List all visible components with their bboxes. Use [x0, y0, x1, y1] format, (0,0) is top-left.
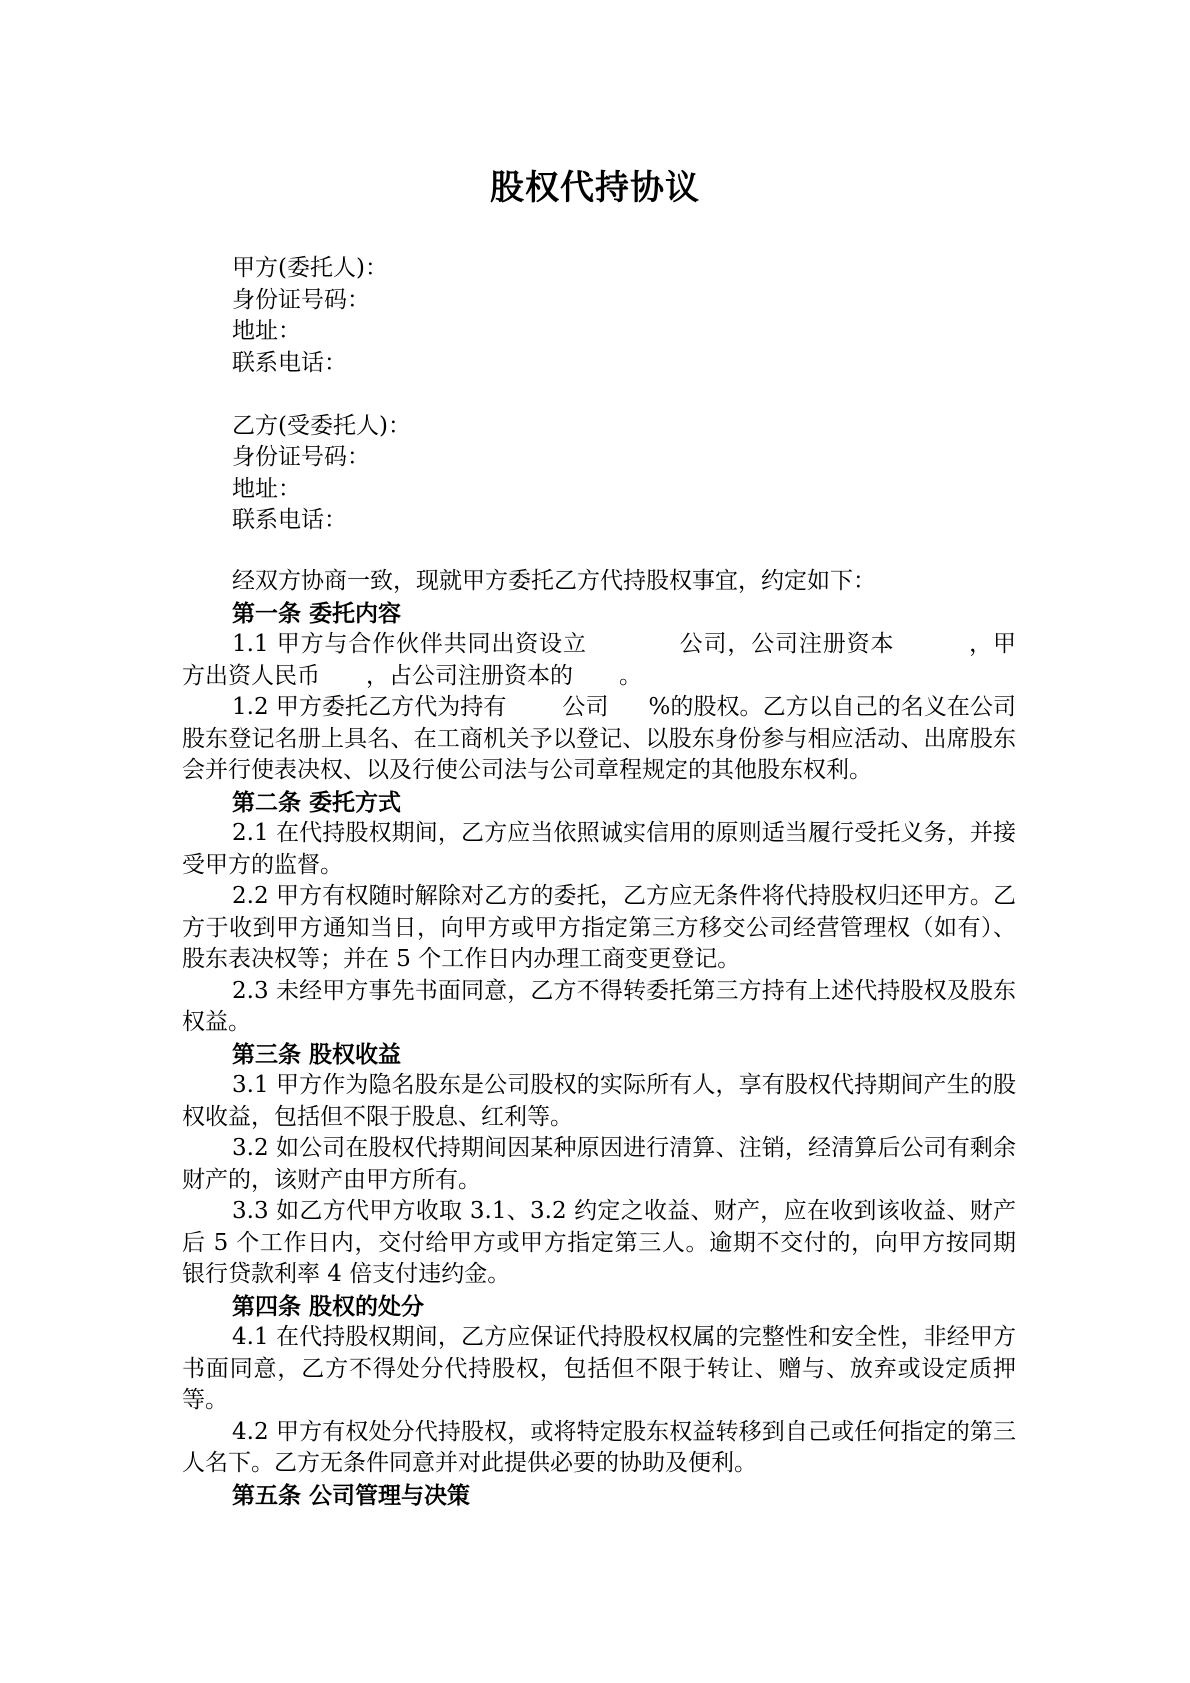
article-3-heading: 第三条 股权收益 [232, 1040, 402, 1068]
document-title: 股权代持协议 [490, 168, 700, 208]
party-a-name-label: 甲方(委托人)： [232, 255, 388, 281]
agreement-body [182, 566, 1016, 1511]
clause-1-2-part-3: %的股权。乙方以自己的名义在公司股东登记名册上具名、在工商机关予以登记、以股东身份参与相应活动、出席股东会并行使表决权、以及行使公司法与公司章程规定的其他股东权利。 [182, 694, 1017, 783]
parties-section [232, 253, 411, 537]
clause-1-1-part-4: ，占公司注册资本的 [366, 662, 573, 689]
party-b-name-label: 乙方(受委托人)： [232, 412, 411, 439]
party-spacer [232, 379, 411, 411]
clause-1-2-part-2: 公司 [562, 694, 609, 720]
party-a-phone-label: 联系电话： [232, 349, 347, 376]
clause-2-3: 2.3 未经甲方事先书面同意，乙方不得转委托第三方持有上述代持股权及股东权益。 [182, 977, 1016, 1035]
party-b-id-label: 身份证号码： [232, 444, 370, 470]
clause-2-2: 2.2 甲方有权随时解除对乙方的委托，乙方应无条件将代持股权归还甲方。乙方于收到甲方通知当日，向甲方或甲方指定第三方移交公司经营管理权（如有）、股东表决权等；并在 5 个工作日内办理工商变更登记。 [182, 883, 1016, 972]
clause-4-1: 4.1 在代持股权期间，乙方应保证代持股权权属的完整性和安全性，非经甲方书面同意，乙方不得处分代持股权，包括但不限于转让、赠与、放弃或设定质押等。 [182, 1324, 1016, 1413]
party-a-id-label: 身份证号码： [232, 286, 370, 313]
clause-4-2: 4.2 甲方有权处分代持股权，或将特定股东权益转移到自己或任何指定的第三人名下。乙方无条件同意并对此提供必要的协助及便利。 [182, 1418, 1016, 1476]
party-b-phone-label: 联系电话： [232, 507, 347, 533]
clause-1-1-part-5: 。 [619, 662, 642, 689]
clause-2-1: 2.1 在代持股权期间，乙方应当依照诚实信用的原则适当履行受托义务，并接受甲方的监督。 [182, 820, 1016, 878]
article-4-heading: 第四条 股权的处分 [232, 1292, 425, 1320]
clause-3-3: 3.3 如乙方代甲方收取 3.1、3.2 约定之收益、财产，应在收到该收益、财产后 5 个工作日内，交付给甲方或甲方指定第三人。逾期不交付的，向甲方按同期银行贷款利率 4 倍支付违约金。 [182, 1198, 1016, 1287]
party-a-address-label: 地址： [232, 318, 301, 344]
party-b-address-label: 地址： [232, 475, 301, 502]
clause-1-1-part-3: ，甲方出资人民币 [182, 631, 1017, 689]
clause-3-2: 3.2 如公司在股权代持期间因某种原因进行清算、注销，经清算后公司有剩余财产的，该财产由甲方所有。 [182, 1135, 1016, 1193]
clause-1-2 [182, 692, 1016, 787]
article-1-heading: 第一条 委托内容 [232, 599, 402, 627]
clause-1-2-part-1: 1.2 甲方委托乙方代为持有 [232, 694, 507, 720]
intro-text: 经双方协商一致，现就甲方委托乙方代持股权事宜，约定如下： [232, 568, 876, 594]
clause-1-1-part-2: 公司，公司注册资本 [678, 631, 895, 657]
article-5-heading: 第五条 公司管理与决策 [232, 1481, 471, 1509]
clause-1-1 [182, 629, 1016, 692]
clause-3-1: 3.1 甲方作为隐名股东是公司股权的实际所有人，享有股权代持期间产生的股权收益，包括但不限于股息、红利等。 [182, 1072, 1016, 1130]
clause-1-1-part-1: 1.1 甲方与合作伙伴共同出资设立 [232, 631, 587, 657]
article-2-heading: 第二条 委托方式 [232, 788, 402, 816]
